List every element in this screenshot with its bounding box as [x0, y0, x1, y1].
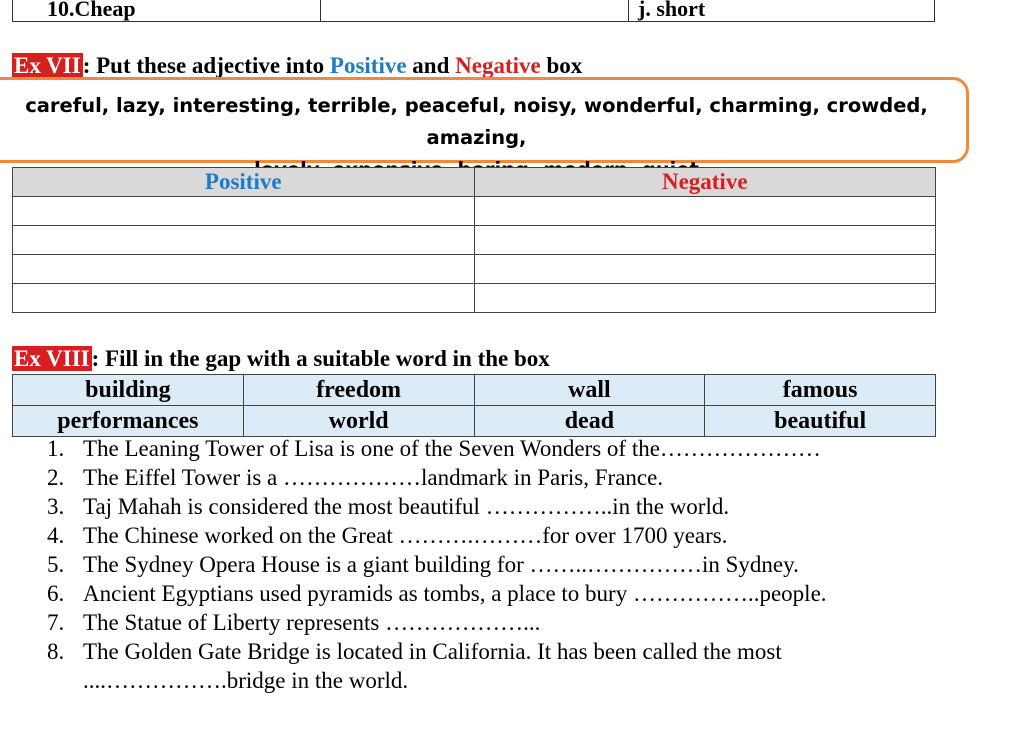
- word-bank-cell: world: [243, 406, 474, 437]
- word-bank-cell: famous: [705, 375, 936, 406]
- ex7-negative-word: Negative: [455, 53, 541, 78]
- question-item: [47, 637, 827, 666]
- row-right-item: j. short: [638, 0, 706, 21]
- question-text: The Golden Gate Bridge is located in California. It has been called the most: [83, 639, 782, 664]
- ex7-instruction: : Put these adjective into: [82, 53, 330, 78]
- column-divider: [320, 0, 321, 21]
- question-number: 4.: [47, 523, 65, 548]
- negative-cell[interactable]: [474, 255, 936, 284]
- previous-exercise-row: [12, 0, 935, 22]
- question-item: [47, 608, 827, 637]
- question-item: [47, 579, 827, 608]
- negative-cell[interactable]: [474, 284, 936, 313]
- question-number: 5.: [47, 552, 65, 577]
- word-bank-cell: performances: [13, 406, 244, 437]
- question-number: 3.: [47, 494, 65, 519]
- ex8-instruction: : Fill in the gap with a suitable word in the box: [91, 346, 550, 371]
- word-bank-cell: wall: [474, 375, 705, 406]
- word-bank-cell: freedom: [243, 375, 474, 406]
- question-number: 8.: [47, 639, 65, 664]
- question-item: [47, 521, 827, 550]
- question-number: 1.: [47, 436, 65, 461]
- table-row: [13, 255, 936, 284]
- ex7-heading: [12, 53, 582, 79]
- negative-cell[interactable]: [474, 197, 936, 226]
- ex7-tag: Ex VII: [14, 53, 81, 78]
- question-text: The Eiffel Tower is a ………………landmark in Paris, France.: [83, 465, 664, 490]
- question-item: [47, 550, 827, 579]
- question-item-continuation: [47, 666, 827, 695]
- word-bank-row: [13, 406, 936, 437]
- adjective-word-box: [0, 77, 969, 163]
- question-list: [47, 434, 827, 695]
- negative-column-header: Negative: [474, 168, 936, 197]
- question-text: The Chinese worked on the Great ……….………for over 1700 years.: [83, 523, 728, 548]
- ex7-and: and: [406, 53, 456, 78]
- ex8-heading: [12, 346, 550, 372]
- table-header-row: [13, 168, 936, 197]
- question-item: [47, 492, 827, 521]
- ex7-box-word: box: [540, 53, 583, 78]
- question-text: The Statue of Liberty represents ………………...: [83, 610, 541, 635]
- positive-cell[interactable]: [13, 284, 475, 313]
- row-left-item: 10.Cheap: [47, 0, 136, 21]
- ex8-tag: Ex VIII: [14, 346, 90, 371]
- question-item: [47, 463, 827, 492]
- positive-negative-table: [12, 167, 936, 313]
- negative-cell[interactable]: [474, 226, 936, 255]
- word-bank-row: [13, 375, 936, 406]
- question-number: 6.: [47, 581, 65, 606]
- positive-cell[interactable]: [13, 255, 475, 284]
- question-text: The Sydney Opera House is a giant building for ……..……………in Sydney.: [83, 552, 799, 577]
- table-row: [13, 197, 936, 226]
- word-box-line-1: careful, lazy, interesting, terrible, peaceful, noisy, wonderful, charming, crowded, amazing,: [25, 94, 928, 149]
- ex7-positive-word: Positive: [329, 53, 407, 78]
- positive-cell[interactable]: [13, 226, 475, 255]
- question-text: ....…………….bridge in the world.: [83, 668, 409, 693]
- word-bank-table: [12, 374, 936, 437]
- word-bank-cell: beautiful: [705, 406, 936, 437]
- question-number: 2.: [47, 465, 65, 490]
- word-bank-cell: building: [13, 375, 244, 406]
- column-divider: [628, 0, 629, 21]
- question-text: Taj Mahah is considered the most beautiful ……………..in the world.: [83, 494, 730, 519]
- question-item: [47, 434, 827, 463]
- word-bank-cell: dead: [474, 406, 705, 437]
- question-number: 7.: [47, 610, 65, 635]
- table-row: [13, 284, 936, 313]
- positive-cell[interactable]: [13, 197, 475, 226]
- question-text: Ancient Egyptians used pyramids as tombs, a place to bury ……………..people.: [83, 581, 827, 606]
- question-text: The Leaning Tower of Lisa is one of the Seven Wonders of the…………………: [83, 436, 821, 461]
- table-row: [13, 226, 936, 255]
- positive-column-header: Positive: [13, 168, 475, 197]
